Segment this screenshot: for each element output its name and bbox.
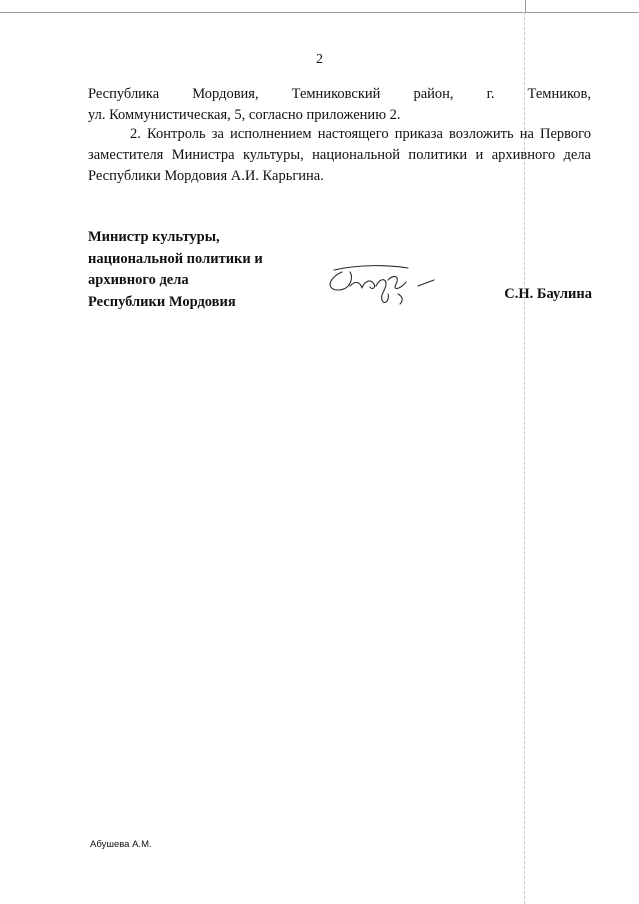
executor-name: Абушева А.М. <box>90 839 152 850</box>
address-word: район, <box>413 86 454 102</box>
signatory-title-line: архивного дела <box>88 272 189 288</box>
paragraph-control: 2. Контроль за исполнением настоящего приказа возложить на Первого заместителя Министра культуры, национальной политики и архивного дела Республики Мордовия А.И. Карьгина. <box>88 126 591 184</box>
address-line-2: ул. Коммунистическая, 5, согласно приложению 2. <box>88 107 401 123</box>
address-word: Темниковский <box>291 86 381 102</box>
address-line-1 <box>88 84 591 105</box>
scan-top-tick <box>525 0 526 12</box>
handwritten-signature <box>320 260 440 316</box>
address-word: Темников, <box>527 86 591 102</box>
address-word: Республика <box>88 86 160 102</box>
scan-top-border <box>0 12 639 13</box>
signer-name: С.Н. Баулина <box>504 286 592 302</box>
signatory-title-line: Министр культуры, <box>88 229 220 245</box>
signatory-title-line: национальной политики и <box>88 250 263 267</box>
signatory-title <box>88 227 263 313</box>
paragraph-address <box>88 84 591 126</box>
address-word: Мордовия, <box>192 86 259 102</box>
signatory-title-line: Республики Мордовия <box>88 293 236 310</box>
page-number: 2 <box>316 52 323 67</box>
address-word: г. <box>486 86 495 102</box>
